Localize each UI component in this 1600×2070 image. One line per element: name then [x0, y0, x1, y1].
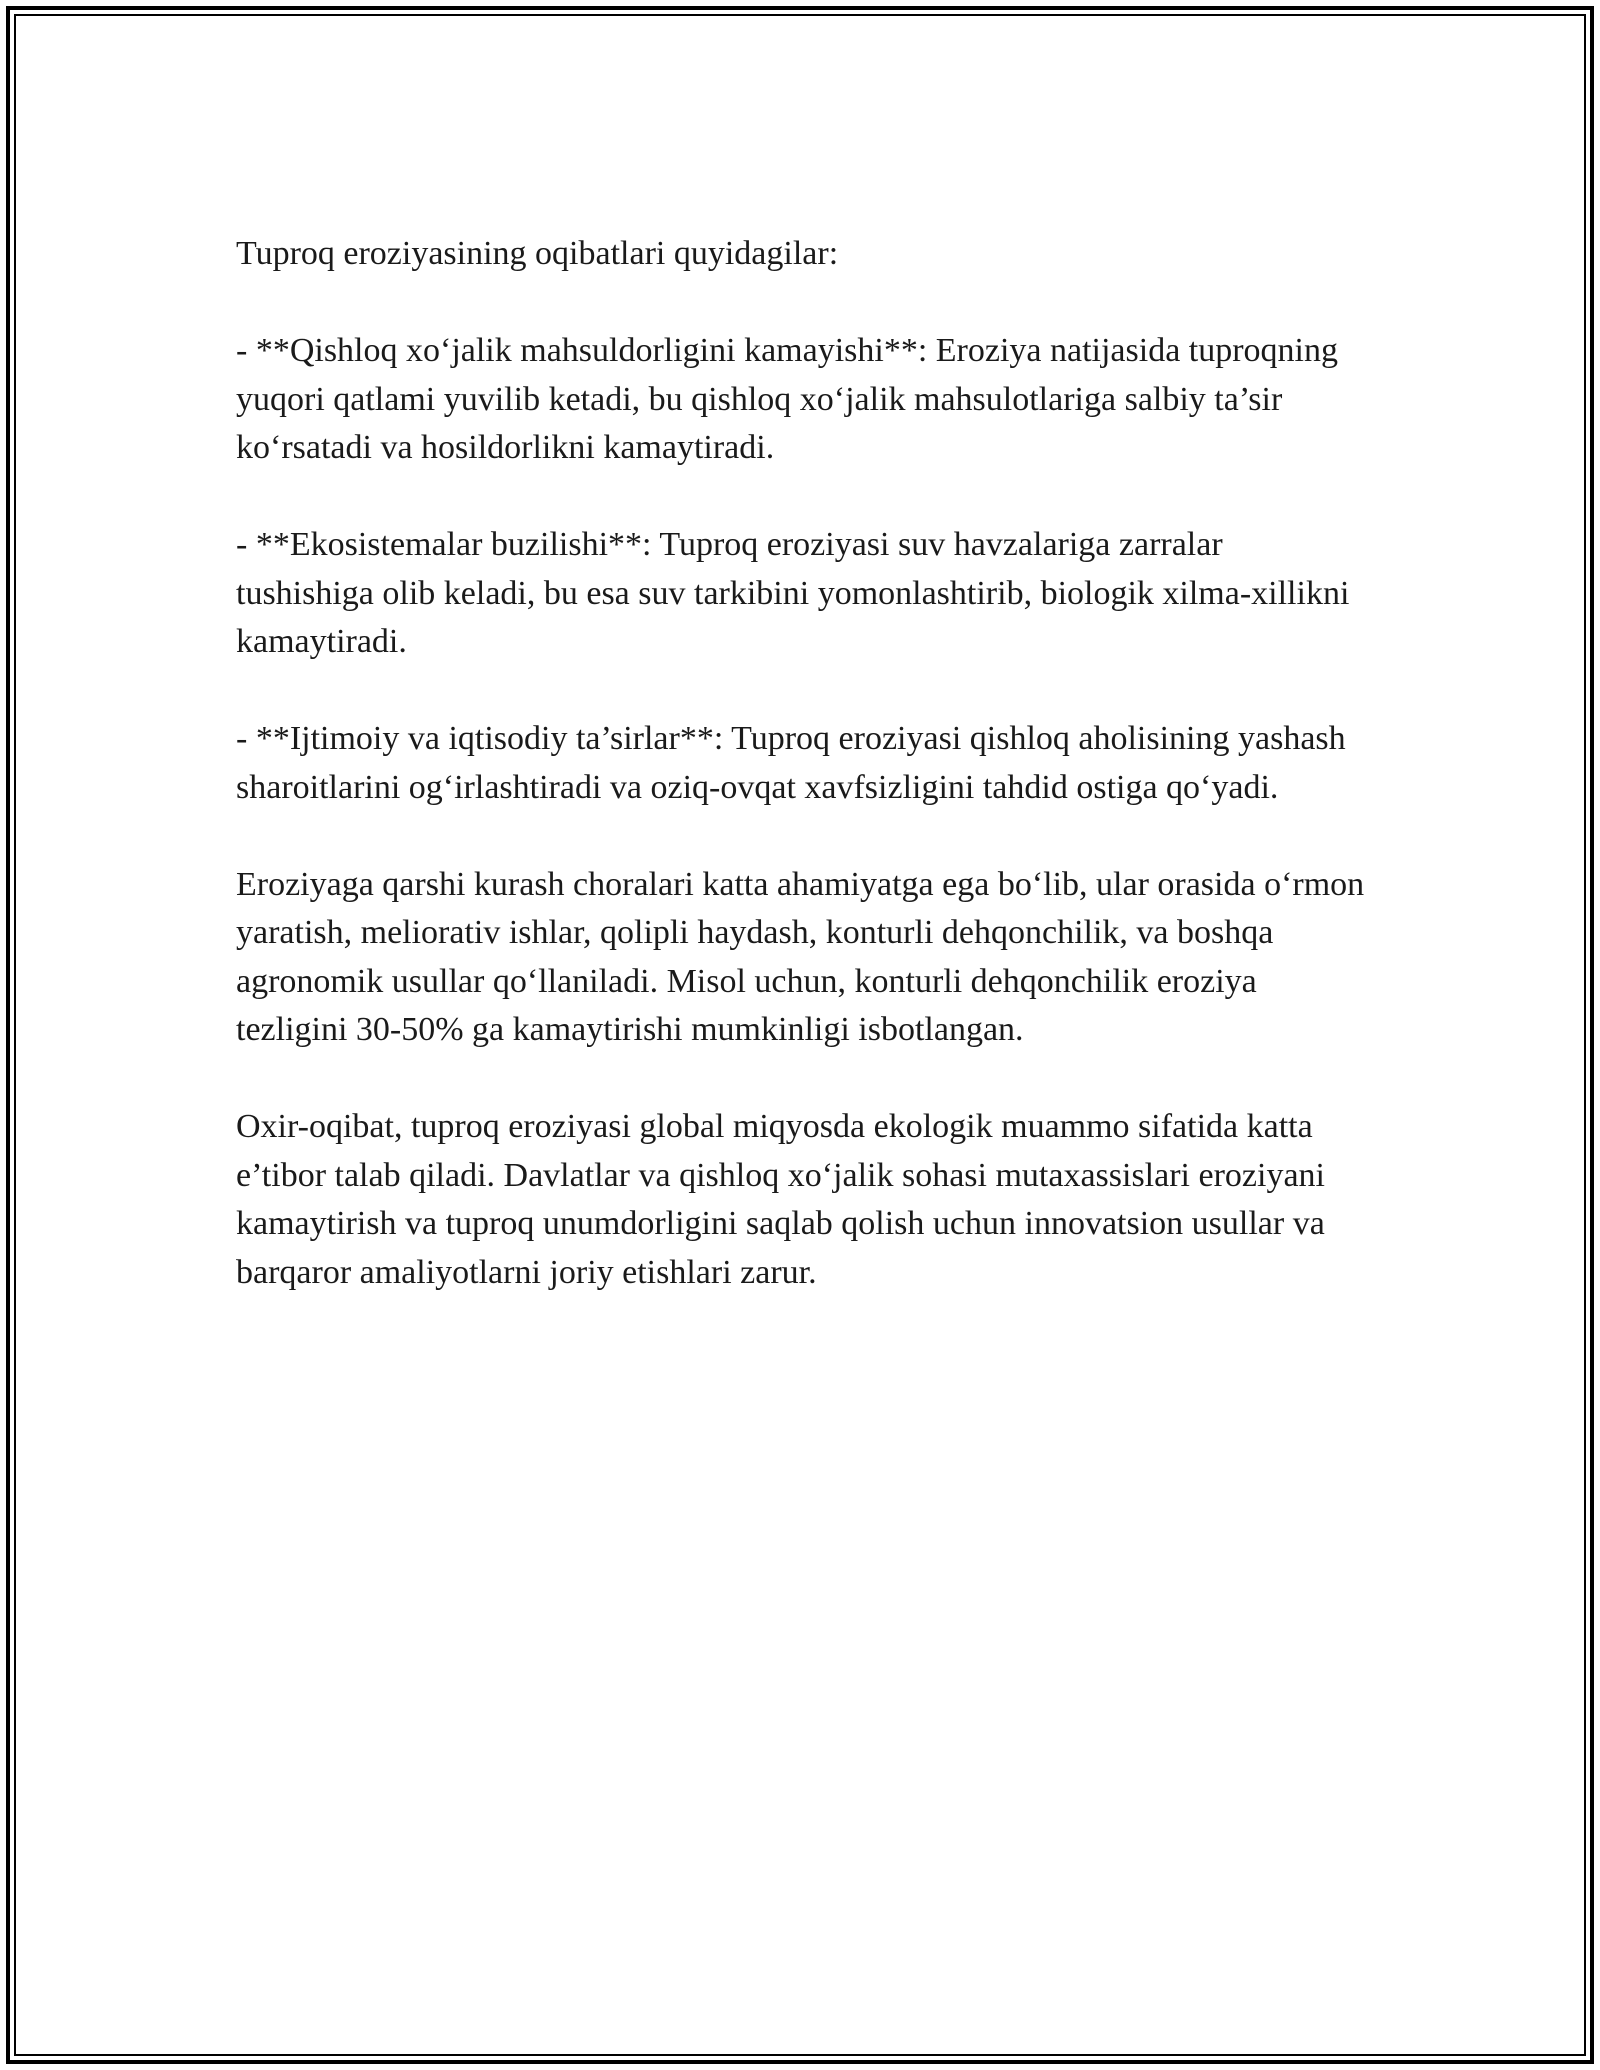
document-body — [236, 230, 1366, 1346]
bullet-item: - **Ijtimoiy va iqtisodiy ta’sirlar**: Tuproq eroziyasi qishloq aholisining yashash sharoitlarini og‘irlashtiradi va oziq-ovqat xavfsizligini tahdid ostiga qo‘yadi. — [236, 720, 1346, 806]
intro-line: Tuproq eroziyasining oqibatlari quyidagilar: — [236, 235, 839, 272]
bullet-item: - **Ekosistemalar buzilishi**: Tuproq eroziyasi suv havzalariga zarralar tushishiga olib keladi, bu esa suv tarkibini yomonlashtirib, biologik xilma-xillikni kamaytiradi. — [236, 526, 1350, 660]
body-paragraph: Oxir-oqibat, tuproq eroziyasi global miqyosda ekologik muammo sifatida katta e’tibor talab qiladi. Davlatlar va qishloq xo‘jalik sohasi mutaxassislari eroziyani kamaytirish va tuproq unumdorligini saqlab qolish uchun innovatsion usullar va barqaror amaliyotlarni joriy etishlari zarur. — [236, 1108, 1325, 1291]
body-paragraph: Eroziyaga qarshi kurash choralari katta ahamiyatga ega bo‘lib, ular orasida o‘rmon yaratish, meliorativ ishlar, qolipli haydash, konturli dehqonchilik, va boshqa agronomik usullar qo‘llaniladi. Misol uchun, konturli dehqonchilik eroziya tezligini 30-50% ga kamaytirishi mumkinligi isbotlangan. — [236, 865, 1365, 1048]
bullet-item: - **Qishloq xo‘jalik mahsuldorligini kamayishi**: Eroziya natijasida tuproqning yuqori qatlami yuvilib ketadi, bu qishloq xo‘jalik mahsulotlariga salbiy ta’sir ko‘rsatadi va hosildorlikni kamaytiradi. — [236, 332, 1338, 466]
